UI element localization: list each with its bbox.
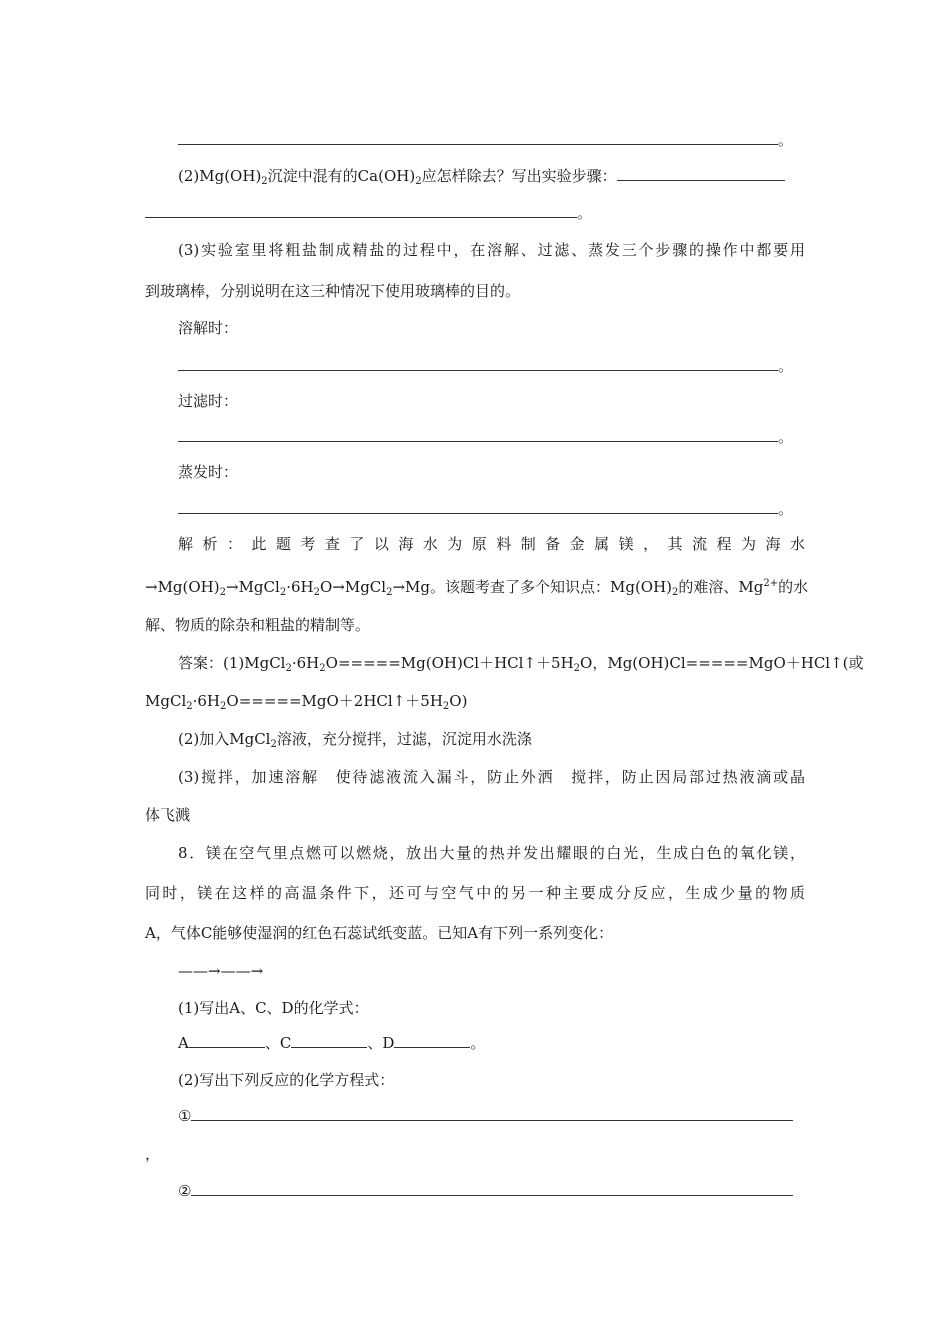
circled-one: ① <box>178 1107 192 1125</box>
blank-line <box>191 1106 793 1121</box>
question-8-sub1 <box>178 998 369 1018</box>
q2-text: 应怎样除去？写出实验步骤： <box>421 167 617 185</box>
subscript: 2 <box>220 701 227 712</box>
blank-line <box>178 499 778 514</box>
answer-text: 体飞溅 <box>145 806 191 824</box>
evaporate-label <box>178 462 238 482</box>
subscript: 2 <box>672 587 679 598</box>
analysis-line1 <box>178 534 805 554</box>
formula-blanks <box>178 1033 485 1053</box>
subscript: 2 <box>415 176 422 187</box>
label: 过滤时： <box>178 392 239 410</box>
q2-text: 沉淀中混有的Ca(OH) <box>267 167 416 185</box>
question-8-line2 <box>145 883 805 903</box>
answer-line-top <box>178 130 793 150</box>
circled-two: ② <box>178 1182 192 1200</box>
subscript: 2 <box>270 739 277 750</box>
period: 。 <box>778 500 794 518</box>
subscript: 2 <box>313 587 320 598</box>
analysis-line3 <box>145 615 370 635</box>
analysis-text: →Mg。该题考查了多个知识点：Mg(OH) <box>392 578 673 596</box>
period: 。 <box>778 131 794 149</box>
analysis-text: →MgCl <box>226 578 280 596</box>
question-8-line3 <box>145 923 613 943</box>
analysis-text: 的水 <box>778 578 809 596</box>
question-2-line2 <box>145 203 592 223</box>
answer-line4 <box>178 767 805 787</box>
q8-text: A，气体C能够使湿润的红色石蕊试纸变蓝。已知A有下列一系列变化： <box>145 924 614 942</box>
analysis-text: 解析：此题考查了以海水为原料制备金属镁，其流程为海水 <box>178 535 805 553</box>
question-2 <box>178 166 785 186</box>
filter-label <box>178 391 238 411</box>
evaporate-answer-line <box>178 499 793 519</box>
q8-text: 同时，镁在这样的高温条件下，还可与空气中的另一种主要成分反应，生成少量的物质 <box>145 884 805 902</box>
answer-text: ·6H <box>192 692 221 710</box>
comma: ， <box>145 1145 161 1163</box>
label: 溶解时： <box>178 319 239 337</box>
q3-text: (3)实验室里将粗盐制成精盐的过程中，在溶解、过滤、蒸发三个步骤的操作中都要用 <box>178 241 805 259</box>
period: 。 <box>778 357 794 375</box>
subscript: 2 <box>285 663 292 674</box>
equation-1 <box>178 1106 793 1126</box>
blank-line <box>617 166 785 181</box>
subscript: 2 <box>219 587 226 598</box>
answer-line5 <box>145 805 190 825</box>
question-3-line2 <box>145 281 520 301</box>
answer-line3 <box>178 729 532 749</box>
subscript: 2 <box>186 701 193 712</box>
answer-text: (3)搅拌，加速溶解 使待滤液流入漏斗，防止外洒 搅拌，防止因局部过热液滴或晶 <box>178 768 805 786</box>
answer-text: O=====MgO＋2HCl↑＋5H <box>226 692 443 710</box>
label-d: 、D <box>367 1034 395 1052</box>
period: 。 <box>470 1034 486 1052</box>
dissolve-label <box>178 318 238 338</box>
answer-text: O=====Mg(OH)Cl＋HCl↑＋5H <box>325 654 574 672</box>
answer-text: (2)加入MgCl <box>178 730 271 748</box>
subscript: 2 <box>319 663 326 674</box>
q8-text: 8．镁在空气里点燃可以燃烧，放出大量的热并发出耀眼的白光，生成白色的氧化镁， <box>178 844 805 862</box>
answer-text: MgCl <box>145 692 187 710</box>
analysis-line2 <box>145 577 808 597</box>
blank-line <box>178 130 778 145</box>
arrow-icon: ——→——→ <box>178 962 264 980</box>
label-c: 、C <box>264 1034 292 1052</box>
superscript: 2+ <box>763 578 779 589</box>
period: 。 <box>577 204 593 222</box>
subscript: 2 <box>573 663 581 674</box>
analysis-text: ·6H <box>286 578 314 596</box>
filter-answer-line <box>178 427 793 447</box>
q2-text: (2)Mg(OH) <box>178 167 262 185</box>
blank-c <box>291 1033 367 1048</box>
analysis-text: 解、物质的除杂和粗盐的精制等。 <box>145 616 371 634</box>
blank-line <box>145 203 577 218</box>
answer-text: O) <box>449 692 468 710</box>
analysis-text: →Mg(OH) <box>145 578 220 596</box>
period: 。 <box>778 428 794 446</box>
answer-text: ·6H <box>291 654 320 672</box>
blank-line <box>191 1181 793 1196</box>
equation-1-comma <box>145 1144 160 1164</box>
q3-text: 到玻璃棒，分别说明在这三种情况下使用玻璃棒的目的。 <box>145 282 521 300</box>
question-3-line1 <box>178 240 805 260</box>
analysis-text: O→MgCl <box>319 578 387 596</box>
answer-text: 溶液，充分搅拌，过滤，沉淀用水洗涤 <box>276 730 532 748</box>
subscript: 2 <box>261 176 268 187</box>
blank-d <box>394 1033 470 1048</box>
subscript: 2 <box>442 701 450 712</box>
subscript: 2 <box>279 587 287 598</box>
subscript: 2 <box>386 587 393 598</box>
answer-line2 <box>145 691 467 711</box>
question-8-line1 <box>178 843 805 863</box>
q8-text: (1)写出A、C、D的化学式： <box>178 999 369 1017</box>
blank-line <box>178 356 778 371</box>
q8-text: (2)写出下列反应的化学方程式： <box>178 1071 395 1089</box>
label: 蒸发时： <box>178 463 239 481</box>
analysis-text: 的难溶、Mg <box>678 578 764 596</box>
question-8-sub2 <box>178 1070 394 1090</box>
reaction-arrows <box>178 961 263 981</box>
label-a: A <box>178 1034 189 1052</box>
answer-text: O，Mg(OH)Cl=====MgO＋HCl↑(或 <box>580 654 864 672</box>
answer-text: 答案：(1)MgCl <box>178 654 286 672</box>
blank-line <box>178 427 778 442</box>
blank-a <box>189 1033 265 1048</box>
equation-2 <box>178 1181 793 1201</box>
dissolve-answer-line <box>178 356 793 376</box>
answer-line1 <box>178 653 864 673</box>
